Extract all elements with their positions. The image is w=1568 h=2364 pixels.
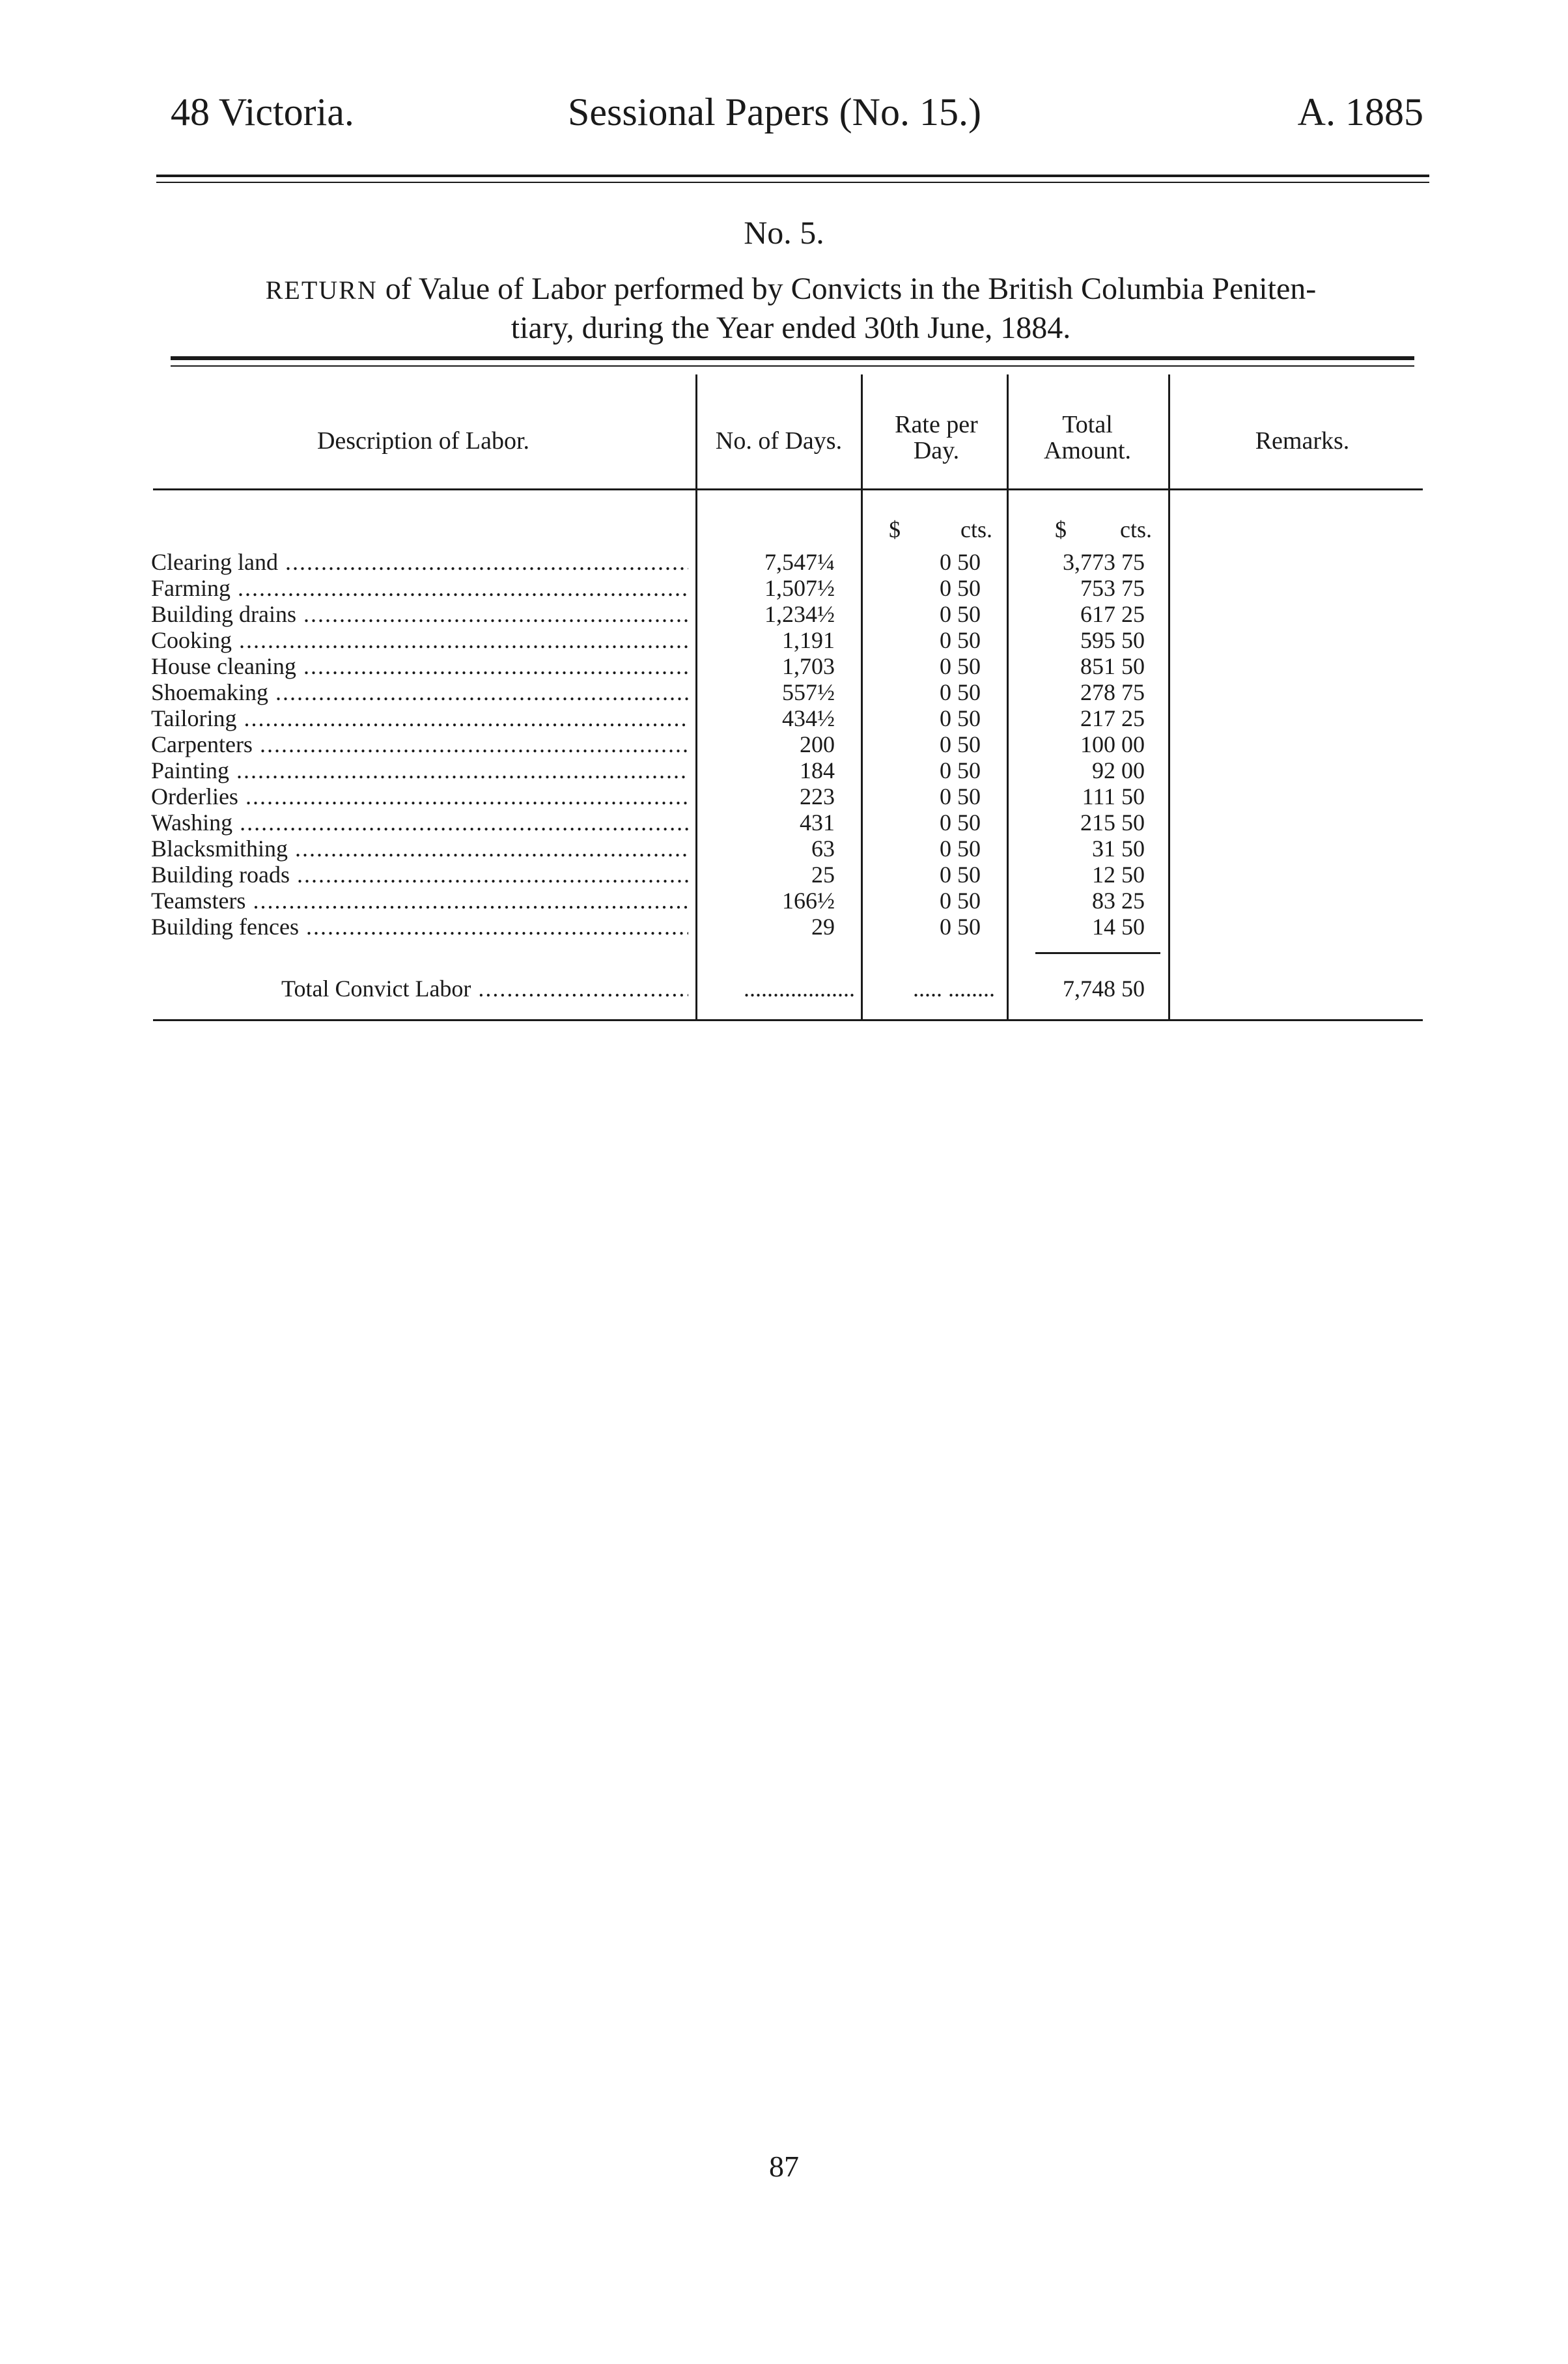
row-days: 223 xyxy=(800,783,835,809)
row-rate: 0 50 xyxy=(940,836,981,862)
row-rate: 0 50 xyxy=(940,601,981,627)
row-description: House cleaning ..... xyxy=(151,653,688,680)
col-header-description: Description of Labor. xyxy=(316,427,530,455)
row-total: 3,773 75 xyxy=(1063,549,1145,575)
table-bottom-rule xyxy=(153,1019,1423,1021)
row-total: 753 75 xyxy=(1080,575,1145,601)
row-description: Farming ..... xyxy=(151,574,688,602)
row-rate: 0 50 xyxy=(940,705,981,731)
total-amount-rule xyxy=(1035,952,1160,954)
row-rate: 0 50 xyxy=(940,653,981,679)
total-label: Total Convict Labor ..... xyxy=(281,975,688,1002)
header-bottom-rule xyxy=(153,488,1423,490)
row-description: Painting ..... xyxy=(151,757,688,784)
row-total: 31 50 xyxy=(1092,836,1145,862)
row-total: 217 25 xyxy=(1080,705,1145,731)
row-rate: 0 50 xyxy=(940,783,981,809)
title-line-1: of Value of Labor performed by Convicts in the British Columbia Peniten- xyxy=(385,272,1317,306)
col-rule-3 xyxy=(1007,374,1009,1019)
row-description: Tailoring ..... xyxy=(151,705,688,732)
row-days: 7,547¼ xyxy=(764,549,835,575)
row-rate: 0 50 xyxy=(940,575,981,601)
row-description: Washing ..... xyxy=(151,809,688,836)
header-sessional-papers: Sessional Papers (No. 15.) xyxy=(568,91,981,134)
row-rate: 0 50 xyxy=(940,809,981,836)
row-total: 278 75 xyxy=(1080,679,1145,705)
total-dollar-unit: $ xyxy=(1055,516,1067,542)
total-rate-leader: ..... ........ xyxy=(913,976,995,1002)
labor-table xyxy=(0,0,1568,1107)
total-amount: 7,748 50 xyxy=(1063,976,1145,1002)
row-description: Orderlies ..... xyxy=(151,783,688,810)
row-total: 100 00 xyxy=(1080,731,1145,757)
col-header-remarks: Remarks. xyxy=(1255,427,1350,455)
total-days-leader: ................... xyxy=(744,976,855,1002)
rate-dollar-unit: $ xyxy=(889,516,901,542)
rate-cents-unit: cts. xyxy=(960,516,992,542)
row-description: Blacksmithing ..... xyxy=(151,835,688,862)
row-days: 184 xyxy=(800,757,835,783)
row-total: 617 25 xyxy=(1080,601,1145,627)
col-header-rate: Rate per Day. xyxy=(895,411,978,464)
row-description: Teamsters ..... xyxy=(151,887,688,914)
row-rate: 0 50 xyxy=(940,757,981,783)
col-rule-2 xyxy=(861,374,863,1019)
row-days: 63 xyxy=(811,836,835,862)
total-cents-unit: cts. xyxy=(1120,516,1152,542)
row-days: 431 xyxy=(800,809,835,836)
row-rate: 0 50 xyxy=(940,888,981,914)
page-number: 87 xyxy=(769,2150,799,2183)
row-description: Building fences ..... xyxy=(151,913,688,940)
title-lead: RETURN xyxy=(265,275,378,305)
row-total: 14 50 xyxy=(1092,914,1145,940)
col-header-total: Total Amount. xyxy=(1043,411,1132,464)
row-total: 851 50 xyxy=(1080,653,1145,679)
row-total: 595 50 xyxy=(1080,627,1145,653)
row-days: 200 xyxy=(800,731,835,757)
row-total: 111 50 xyxy=(1082,783,1145,809)
row-description: Clearing land ..... xyxy=(151,548,688,576)
row-total: 83 25 xyxy=(1092,888,1145,914)
row-days: 1,191 xyxy=(782,627,835,653)
row-rate: 0 50 xyxy=(940,549,981,575)
col-rule-1 xyxy=(695,374,697,1019)
row-rate: 0 50 xyxy=(940,679,981,705)
col-rule-4 xyxy=(1168,374,1170,1019)
row-rate: 0 50 xyxy=(940,627,981,653)
row-total: 12 50 xyxy=(1092,862,1145,888)
row-rate: 0 50 xyxy=(940,862,981,888)
header-year: A. 1885 xyxy=(1297,91,1423,134)
document-number: No. 5. xyxy=(744,214,824,251)
row-total: 92 00 xyxy=(1092,757,1145,783)
row-days: 166½ xyxy=(782,888,835,914)
row-days: 1,234½ xyxy=(764,601,835,627)
header-volume: 48 Victoria. xyxy=(171,91,354,134)
row-total: 215 50 xyxy=(1080,809,1145,836)
row-days: 434½ xyxy=(782,705,835,731)
row-days: 1,703 xyxy=(782,653,835,679)
col-header-days: No. of Days. xyxy=(715,427,843,455)
row-days: 1,507½ xyxy=(764,575,835,601)
row-rate: 0 50 xyxy=(940,914,981,940)
row-days: 557½ xyxy=(782,679,835,705)
row-description: Building roads ..... xyxy=(151,861,688,888)
row-description: Cooking ..... xyxy=(151,626,688,654)
row-description: Building drains ..... xyxy=(151,600,688,628)
row-description: Carpenters ..... xyxy=(151,731,688,758)
row-description: Shoemaking ..... xyxy=(151,679,688,706)
title-line-2: tiary, during the Year ended 30th June, 1884. xyxy=(511,311,1071,345)
row-days: 25 xyxy=(811,862,835,888)
row-days: 29 xyxy=(811,914,835,940)
row-rate: 0 50 xyxy=(940,731,981,757)
